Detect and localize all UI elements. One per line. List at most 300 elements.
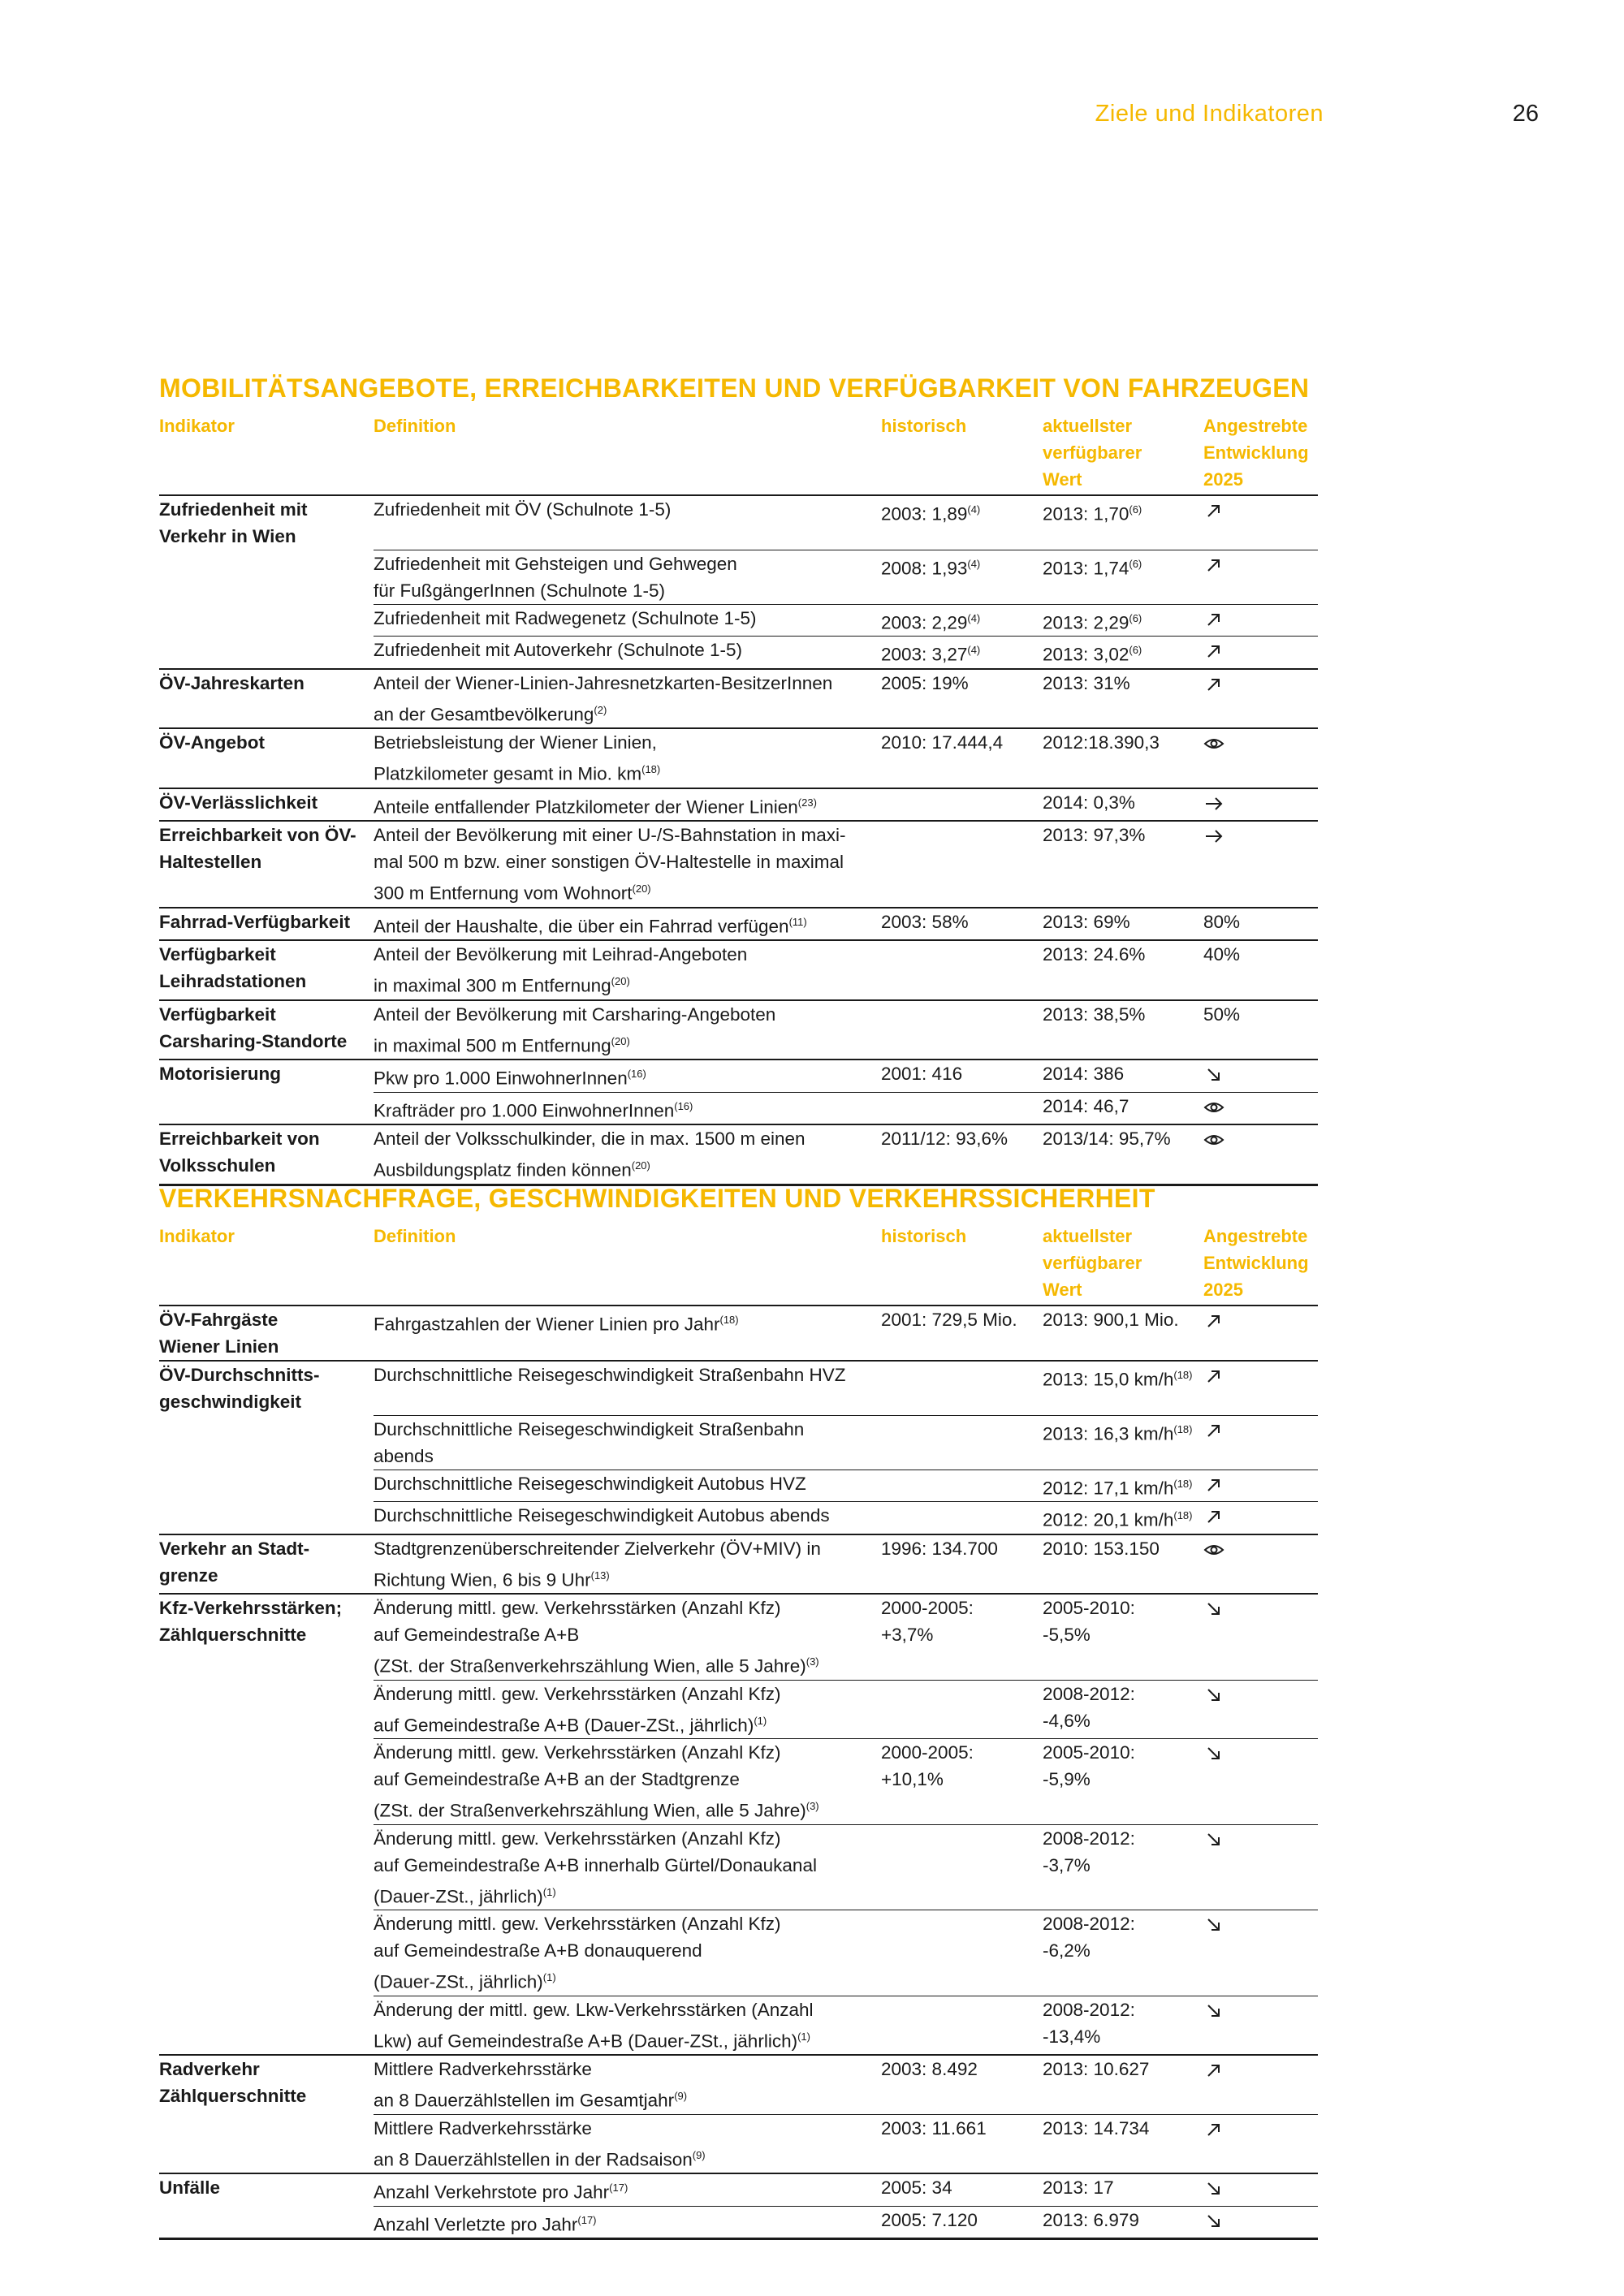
cell-text: 2013: 3,02 (1043, 644, 1129, 665)
footnote-ref: (18) (1173, 1369, 1193, 1381)
table-row (159, 1680, 1318, 1739)
table-row (159, 550, 1318, 604)
cell-text: 2003: 1,89 (881, 503, 968, 524)
indicator-cell (159, 495, 374, 550)
cell-text: Anteil der Haushalte, die über ein Fahrrad verfügen (374, 916, 789, 936)
col-header-target: Angestrebte Entwicklung 2025 (1203, 1223, 1318, 1306)
definition-cell (374, 788, 881, 822)
current-cell (1043, 1361, 1203, 1415)
definition-cell (374, 1996, 881, 2055)
arrow-down-right-icon (1203, 1914, 1224, 1934)
eye-icon (1203, 1539, 1224, 1559)
arrow-up-right-icon (1203, 499, 1224, 520)
cell-text: 2014: 0,3% (1043, 792, 1135, 813)
indicator-cell (159, 1470, 374, 1502)
running-head: Ziele und Indikatoren (1095, 101, 1324, 127)
table-row (159, 821, 1318, 908)
current-cell (1043, 1910, 1203, 1996)
table-row (159, 1502, 1318, 1534)
definition-cell (374, 637, 881, 669)
current-cell (1043, 1124, 1203, 1185)
arrow-down-right-icon (1203, 2000, 1224, 2020)
table-row (159, 1000, 1318, 1060)
footnote-ref: (4) (967, 644, 981, 656)
cell-text: 2008-2012: -6,2% (1043, 1914, 1135, 1961)
cell-text: Durchschnittliche Reisegeschwindigkeit Straßenbahn HVZ (374, 1365, 846, 1385)
indicator-cell (159, 1415, 374, 1470)
current-cell (1043, 2206, 1203, 2239)
indicator-cell (159, 1534, 374, 1595)
historical-cell (881, 1680, 1043, 1739)
cell-text: Änderung mittl. gew. Verkehrsstärken (Anzahl Kfz) auf Gemeindestraße A+B donauquerend (Dauer-ZSt., jährlich) (374, 1914, 781, 1992)
current-cell (1043, 1739, 1203, 1825)
cell-text: 2013: 2,29 (1043, 612, 1129, 632)
arrow-down-right-icon (1203, 2177, 1224, 2198)
definition-cell (374, 940, 881, 1000)
target-cell (1203, 637, 1318, 669)
indicator-cell (159, 940, 374, 1000)
cell-text: Änderung der mittl. gew. Lkw-Verkehrsstärken (Anzahl Lkw) auf Gemeindestraße A+B (Dauer-ZSt., jährlich) (374, 1999, 814, 2051)
historical-cell (881, 1996, 1043, 2055)
historical-cell (881, 1060, 1043, 1092)
cell-text: Stadtgrenzenüberschreitender Zielverkehr (ÖV+MIV) in Richtung Wien, 6 bis 9 Uhr (374, 1538, 821, 1590)
cell-text: 2013: 16,3 km/h (1043, 1423, 1174, 1444)
table-row (159, 1306, 1318, 1361)
footnote-ref: (6) (1129, 611, 1142, 624)
footnote-ref: (23) (797, 796, 817, 809)
cell-text: 2013: 69% (1043, 911, 1130, 932)
cell-text: 2013: 15,0 km/h (1043, 1369, 1174, 1390)
cell-text: 2010: 17.444,4 (881, 732, 1004, 753)
footnote-ref: (4) (967, 611, 981, 624)
section-demand (159, 1182, 1318, 2240)
historical-cell (881, 1361, 1043, 1415)
cell-text: 2012:18.390,3 (1043, 732, 1160, 753)
cell-text: 2012: 17,1 km/h (1043, 1478, 1174, 1498)
definition-cell (374, 908, 881, 941)
historical-cell (881, 1306, 1043, 1361)
footnote-ref: (3) (806, 1655, 819, 1668)
footnote-ref: (2) (594, 703, 607, 716)
definition-cell (374, 1594, 881, 1680)
current-cell (1043, 1502, 1203, 1534)
indicator-cell (159, 637, 374, 669)
cell-text: Anteil der Volksschulkinder, die in max. 1500 m einen Ausbildungsplatz finden können (374, 1129, 806, 1180)
indicator-cell (159, 1306, 374, 1361)
cell-text: Zufriedenheit mit Verkehr in Wien (159, 499, 308, 546)
cell-text: 2013/14: 95,7% (1043, 1129, 1171, 1149)
table-row (159, 1594, 1318, 1680)
historical-cell (881, 2114, 1043, 2173)
cell-text: Verfügbarkeit Leihradstationen (159, 944, 307, 991)
target-cell (1203, 1534, 1318, 1595)
cell-text: 2003: 8.492 (881, 2059, 978, 2079)
definition-cell (374, 1680, 881, 1739)
definition-cell (374, 2055, 881, 2114)
historical-cell (881, 495, 1043, 550)
target-cell (1203, 1594, 1318, 1680)
cell-text: 2013: 31% (1043, 672, 1130, 693)
cell-text: Motorisierung (159, 1064, 281, 1084)
col-header-definition: Definition (374, 412, 881, 495)
current-cell (1043, 728, 1203, 788)
arrow-up-right-icon (1203, 673, 1224, 693)
historical-cell (881, 2173, 1043, 2206)
indicator-cell (159, 1996, 374, 2055)
cell-text: 2003: 11.661 (881, 2117, 987, 2138)
cell-text: 2003: 3,27 (881, 644, 968, 665)
current-cell (1043, 1415, 1203, 1470)
cell-text: 2014: 46,7 (1043, 1095, 1129, 1116)
definition-cell (374, 1092, 881, 1124)
col-header-current: aktuellster verfügbarer Wert (1043, 412, 1203, 495)
cell-text: 2008-2012: -13,4% (1043, 1999, 1135, 2047)
current-cell (1043, 1824, 1203, 1910)
cell-text: Anteil der Bevölkerung mit einer U-/S-Bahnstation in maxi- mal 500 m bzw. einer sonstigen ÖV-Haltestelle in maximal 300 m Entfernung vom Wohnort (374, 825, 846, 904)
footnote-ref: (6) (1129, 557, 1142, 570)
target-cell (1203, 1680, 1318, 1739)
cell-text: 2012: 20,1 km/h (1043, 1509, 1174, 1530)
col-header-current: aktuellster verfügbarer Wert (1043, 1223, 1203, 1306)
target-cell (1203, 2055, 1318, 2114)
table-row (159, 1060, 1318, 1092)
eye-icon (1203, 1096, 1224, 1116)
definition-cell (374, 669, 881, 729)
current-cell (1043, 940, 1203, 1000)
cell-text: 2003: 2,29 (881, 612, 968, 632)
indicator-cell (159, 1824, 374, 1910)
cell-text: Verkehr an Stadt- grenze (159, 1538, 310, 1586)
cell-text: 2005: 34 (881, 2177, 952, 2198)
definition-cell (374, 495, 881, 550)
cell-text: Zufriedenheit mit Autoverkehr (Schulnote 1-5) (374, 640, 742, 660)
historical-cell (881, 1739, 1043, 1825)
cell-text: 80% (1203, 911, 1241, 932)
cell-text: Kfz-Verkehrsstärken; Zählquerschnitte (159, 1598, 343, 1645)
historical-cell (881, 821, 1043, 908)
definition-cell (374, 1739, 881, 1825)
target-cell (1203, 669, 1318, 729)
arrow-down-right-icon (1203, 1742, 1224, 1763)
table-row (159, 2055, 1318, 2114)
historical-cell (881, 908, 1043, 941)
cell-text: 2013: 1,70 (1043, 503, 1129, 524)
historical-cell (881, 2206, 1043, 2239)
definition-cell (374, 1361, 881, 1415)
cell-text: Anteile entfallender Platzkilometer der Wiener Linien (374, 796, 798, 817)
historical-cell (881, 1594, 1043, 1680)
table-row (159, 637, 1318, 669)
table-row (159, 1092, 1318, 1124)
cell-text: 2010: 153.150 (1043, 1538, 1160, 1559)
current-cell (1043, 908, 1203, 941)
current-cell (1043, 1594, 1203, 1680)
arrow-up-right-icon (1203, 1419, 1224, 1439)
footnote-ref: (4) (967, 557, 981, 570)
table-row (159, 1910, 1318, 1996)
table-row (159, 2114, 1318, 2173)
target-cell (1203, 1996, 1318, 2055)
definition-cell (374, 1124, 881, 1185)
indicator-cell (159, 788, 374, 822)
historical-cell (881, 1470, 1043, 1502)
definition-cell (374, 1415, 881, 1470)
cell-text: ÖV-Durchschnitts- geschwindigkeit (159, 1365, 320, 1412)
arrow-up-right-icon (1203, 1474, 1224, 1494)
cell-text: Krafträder pro 1.000 EinwohnerInnen (374, 1100, 675, 1120)
col-header-indicator: Indikator (159, 1223, 374, 1306)
current-cell (1043, 2055, 1203, 2114)
footnote-ref: (16) (627, 1068, 646, 1080)
target-cell (1203, 2173, 1318, 2206)
historical-cell (881, 637, 1043, 669)
target-cell (1203, 1306, 1318, 1361)
cell-text: 2005: 7.120 (881, 2209, 978, 2230)
cell-text: Betriebsleistung der Wiener Linien, Platzkilometer gesamt in Mio. km (374, 732, 657, 784)
definition-cell (374, 821, 881, 908)
current-cell (1043, 1680, 1203, 1739)
arrow-right-icon (1203, 825, 1224, 845)
current-cell (1043, 1996, 1203, 2055)
arrow-up-right-icon (1203, 554, 1224, 574)
target-cell (1203, 1739, 1318, 1825)
col-header-historical: historisch (881, 1223, 1043, 1306)
cell-text: 2013: 900,1 Mio. (1043, 1310, 1179, 1330)
indicator-table (159, 1223, 1318, 2240)
cell-text: Änderung mittl. gew. Verkehrsstärken (Anzahl Kfz) auf Gemeindestraße A+B innerhalb Gürtel/Donaukanal (Dauer-ZSt., jährlich) (374, 1828, 817, 1906)
footnote-ref: (4) (967, 503, 981, 516)
cell-text: 1996: 134.700 (881, 1538, 998, 1559)
footnote-ref: (18) (1173, 1422, 1193, 1435)
target-cell (1203, 604, 1318, 637)
definition-cell (374, 1470, 881, 1502)
indicator-cell (159, 669, 374, 729)
footnote-ref: (1) (754, 1714, 767, 1727)
definition-cell (374, 1910, 881, 1996)
cell-text: 2008: 1,93 (881, 558, 968, 578)
cell-text: 50% (1203, 1003, 1241, 1025)
table-row (159, 669, 1318, 729)
current-cell (1043, 2173, 1203, 2206)
table-row (159, 2206, 1318, 2239)
cell-text: Fahrgastzahlen der Wiener Linien pro Jahr (374, 1314, 720, 1335)
current-cell (1043, 495, 1203, 550)
indicator-cell (159, 604, 374, 637)
cell-text: Anzahl Verletzte pro Jahr (374, 2214, 578, 2234)
col-header-indicator: Indikator (159, 412, 374, 495)
table-row (159, 1824, 1318, 1910)
target-cell (1203, 1470, 1318, 1502)
cell-text: 2005-2010: -5,9% (1043, 1742, 1135, 1789)
footnote-ref: (16) (674, 1099, 693, 1112)
section-title: MOBILITÄTSANGEBOTE, ERREICHBARKEITEN UND VERFÜGBARKEIT VON FAHRZEUGEN (159, 373, 1310, 403)
footnote-ref: (20) (611, 1034, 630, 1047)
target-cell (1203, 1092, 1318, 1124)
cell-text: Anzahl Verkehrstote pro Jahr (374, 2182, 610, 2203)
definition-cell (374, 1060, 881, 1092)
definition-cell (374, 1306, 881, 1361)
indicator-table (159, 412, 1318, 1186)
cell-text: 2013: 17 (1043, 2177, 1114, 2198)
cell-text: Mittlere Radverkehrsstärke an 8 Dauerzählstellen in der Radsaison (374, 2117, 693, 2169)
target-cell (1203, 908, 1318, 941)
footnote-ref: (6) (1129, 644, 1142, 656)
footnote-ref: (17) (609, 2182, 628, 2194)
footnote-ref: (6) (1129, 503, 1142, 516)
table-row (159, 940, 1318, 1000)
target-cell (1203, 1361, 1318, 1415)
table-row (159, 1415, 1318, 1470)
historical-cell (881, 604, 1043, 637)
cell-text: Anteil der Bevölkerung mit Leihrad-Angeboten in maximal 300 m Entfernung (374, 944, 748, 996)
current-cell (1043, 1534, 1203, 1595)
cell-text: ÖV-Verlässlichkeit (159, 792, 318, 813)
table-row (159, 1361, 1318, 1415)
arrow-down-right-icon (1203, 2210, 1224, 2230)
indicator-cell (159, 2055, 374, 2114)
definition-cell (374, 2173, 881, 2206)
definition-cell (374, 2114, 881, 2173)
historical-cell (881, 1534, 1043, 1595)
cell-text: 2008-2012: -4,6% (1043, 1683, 1135, 1731)
table-row (159, 604, 1318, 637)
footnote-ref: (17) (577, 2213, 597, 2226)
current-cell (1043, 1470, 1203, 1502)
table-row (159, 1739, 1318, 1825)
arrow-right-icon (1203, 792, 1224, 813)
definition-cell (374, 2206, 881, 2239)
indicator-cell (159, 1361, 374, 1415)
cell-text: 2013: 1,74 (1043, 558, 1129, 578)
arrow-up-right-icon (1203, 1310, 1224, 1330)
footnote-ref: (1) (542, 1971, 556, 1983)
target-cell (1203, 821, 1318, 908)
indicator-cell (159, 908, 374, 941)
table-header-row (159, 412, 1318, 495)
cell-text: Verfügbarkeit Carsharing-Standorte (159, 1003, 348, 1051)
indicator-cell (159, 2173, 374, 2206)
indicator-cell (159, 550, 374, 604)
current-cell (1043, 637, 1203, 669)
table-header-row (159, 1223, 1318, 1306)
cell-text: Änderung mittl. gew. Verkehrsstärken (Anzahl Kfz) auf Gemeindestraße A+B (Dauer-ZSt., jährlich) (374, 1683, 781, 1735)
cell-text: 2013: 24.6% (1043, 944, 1146, 965)
historical-cell (881, 669, 1043, 729)
cell-text: Zufriedenheit mit Radwegenetz (Schulnote 1-5) (374, 607, 757, 628)
target-cell (1203, 728, 1318, 788)
arrow-down-right-icon (1203, 1598, 1224, 1618)
arrow-up-right-icon (1203, 608, 1224, 628)
indicator-cell (159, 1000, 374, 1060)
target-cell (1203, 1415, 1318, 1470)
cell-text: 2011/12: 93,6% (881, 1129, 1008, 1149)
definition-cell (374, 604, 881, 637)
cell-text: 2005-2010: -5,5% (1043, 1598, 1135, 1645)
footnote-ref: (18) (719, 1314, 739, 1326)
historical-cell (881, 2055, 1043, 2114)
target-cell (1203, 2114, 1318, 2173)
current-cell (1043, 604, 1203, 637)
cell-text: ÖV-Fahrgäste Wiener Linien (159, 1310, 279, 1357)
cell-text: Änderung mittl. gew. Verkehrsstärken (Anzahl Kfz) auf Gemeindestraße A+B (ZSt. der Straßenverkehrszählung Wien, alle 5 Jahre) (374, 1598, 806, 1677)
target-cell (1203, 1000, 1318, 1060)
cell-text: Änderung mittl. gew. Verkehrsstärken (Anzahl Kfz) auf Gemeindestraße A+B an der Stadtgrenze (ZSt. der Straßenverkehrszählung Wien, alle 5 Jahre) (374, 1742, 806, 1821)
table-row (159, 728, 1318, 788)
target-cell (1203, 1502, 1318, 1534)
current-cell (1043, 1000, 1203, 1060)
footnote-ref: (20) (631, 1159, 650, 1172)
historical-cell (881, 1824, 1043, 1910)
target-cell (1203, 495, 1318, 550)
arrow-up-right-icon (1203, 1505, 1224, 1526)
cell-text: Erreichbarkeit von Volksschulen (159, 1129, 320, 1176)
cell-text: Durchschnittliche Reisegeschwindigkeit Autobus HVZ (374, 1473, 806, 1494)
table-row (159, 2173, 1318, 2206)
historical-cell (881, 1910, 1043, 1996)
cell-text: 2013: 14.734 (1043, 2117, 1150, 2138)
definition-cell (374, 550, 881, 604)
col-header-definition: Definition (374, 1223, 881, 1306)
cell-text: Fahrrad-Verfügbarkeit (159, 911, 351, 932)
target-cell (1203, 1060, 1318, 1092)
cell-text: Mittlere Radverkehrsstärke an 8 Dauerzählstellen im Gesamtjahr (374, 2059, 675, 2111)
footnote-ref: (20) (632, 883, 651, 895)
definition-cell (374, 1534, 881, 1595)
arrow-up-right-icon (1203, 2059, 1224, 2079)
historical-cell (881, 1000, 1043, 1060)
historical-cell (881, 728, 1043, 788)
cell-text: Anteil der Bevölkerung mit Carsharing-Angeboten in maximal 500 m Entfernung (374, 1003, 776, 1055)
cell-text: Durchschnittliche Reisegeschwindigkeit Autobus abends (374, 1505, 830, 1526)
cell-text: Durchschnittliche Reisegeschwindigkeit Straßenbahn abends (374, 1418, 805, 1466)
cell-text: ÖV-Jahreskarten (159, 672, 304, 693)
col-header-target: Angestrebte Entwicklung 2025 (1203, 412, 1318, 495)
current-cell (1043, 2114, 1203, 2173)
cell-text: 2003: 58% (881, 911, 969, 932)
footnote-ref: (9) (674, 2090, 688, 2102)
eye-icon (1203, 1129, 1224, 1149)
col-header-historical: historisch (881, 412, 1043, 495)
footnote-ref: (18) (1173, 1509, 1193, 1521)
current-cell (1043, 821, 1203, 908)
table-row (159, 1470, 1318, 1502)
indicator-cell (159, 1502, 374, 1534)
target-cell (1203, 1824, 1318, 1910)
cell-text: Anteil der Wiener-Linien-Jahresnetzkarten-BesitzerInnen an der Gesamtbevölkerung (374, 672, 833, 724)
arrow-up-right-icon (1203, 640, 1224, 660)
footnote-ref: (1) (797, 2030, 810, 2043)
cell-text: 40% (1203, 944, 1241, 965)
historical-cell (881, 1092, 1043, 1124)
target-cell (1203, 940, 1318, 1000)
indicator-cell (159, 1680, 374, 1739)
historical-cell (881, 1415, 1043, 1470)
current-cell (1043, 1306, 1203, 1361)
cell-text: Unfälle (159, 2177, 221, 2198)
footnote-ref: (1) (542, 1885, 556, 1898)
indicator-cell (159, 2206, 374, 2239)
indicator-cell (159, 1739, 374, 1825)
footnote-ref: (18) (641, 763, 661, 775)
current-cell (1043, 550, 1203, 604)
indicator-cell (159, 1594, 374, 1680)
definition-cell (374, 1824, 881, 1910)
table-row (159, 1534, 1318, 1595)
cell-text: 2001: 416 (881, 1064, 963, 1084)
historical-cell (881, 940, 1043, 1000)
target-cell (1203, 1124, 1318, 1185)
current-cell (1043, 1092, 1203, 1124)
